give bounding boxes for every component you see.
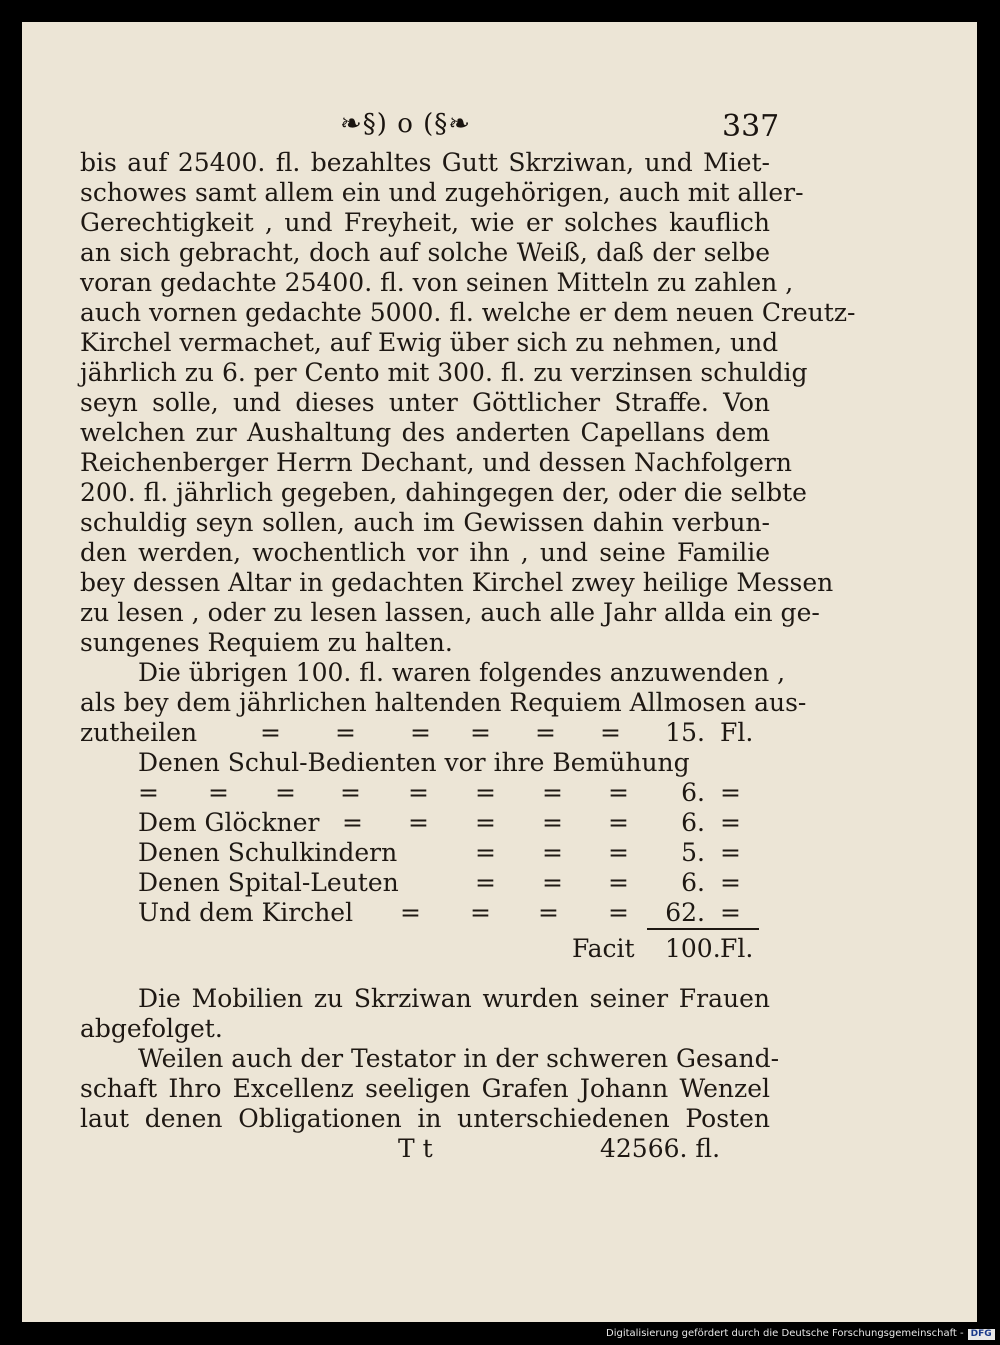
filler-mark: = [408, 778, 429, 807]
list-row-kirchel [80, 898, 770, 928]
row-amount: 6. [681, 808, 705, 837]
body-text [80, 148, 856, 1164]
text-line: Reichenberger Herrn Dechant, und dessen Nachfolgern [80, 448, 792, 477]
list-row-zutheilen [80, 718, 770, 748]
total-label: Facit [572, 934, 635, 963]
filler-mark: = [340, 778, 361, 807]
text-line: Kirchel vermachet, auf Ewig über sich zu nehmen, und [80, 328, 779, 357]
filler-mark: = [608, 838, 629, 867]
text-line: auch vornen gedachte 5000. fl. welche er dem neuen Creutz- [80, 298, 856, 327]
text-line: Gerechtigkeit , und Freyheit, wie er solches kauflich [80, 208, 770, 237]
text-line: bey dessen Altar in gedachten Kirchel zwey heilige Messen [80, 568, 834, 597]
text-line: Die Mobilien zu Skrziwan wurden seiner Frauen [138, 984, 770, 1013]
filler-mark: = [470, 898, 491, 927]
filler-mark: = [608, 808, 629, 837]
filler-mark: = [608, 898, 629, 927]
text-line: jährlich zu 6. per Cento mit 300. fl. zu verzinsen schuldig [80, 358, 808, 387]
row-unit: = [720, 898, 741, 927]
catchword: 42566. fl. [600, 1134, 721, 1163]
filler-mark: = [608, 868, 629, 897]
filler-mark: = [408, 808, 429, 837]
row-unit: = [720, 808, 741, 837]
row-unit: = [720, 778, 741, 807]
filler-mark: = [400, 898, 421, 927]
row-amount: 6. [681, 868, 705, 897]
text-line: Die übrigen 100. fl. waren folgendes anzuwenden , [138, 658, 786, 687]
list-row-schulkindern [80, 838, 770, 868]
row-amount: 15. [665, 718, 705, 747]
filler-mark: = [475, 838, 496, 867]
text-line: schowes samt allem ein und zugehörigen, auch mit aller- [80, 178, 804, 207]
list-row-schul-bedienten-label [80, 748, 770, 778]
filler-mark: = [608, 778, 629, 807]
page-number: 337 [722, 109, 780, 144]
filler-mark: = [542, 808, 563, 837]
filler-mark: = [342, 808, 363, 837]
distribution-list [80, 718, 770, 964]
text-line: an sich gebracht, doch auf solche Weiß, daß der selbe [80, 238, 770, 267]
text-line: voran gedachte 25400. fl. von seinen Mitteln zu zahlen , [80, 268, 794, 297]
list-row-gloeckner [80, 808, 770, 838]
page-footer [80, 1134, 770, 1164]
text-line: 200. fl. jährlich gegeben, dahingegen der, oder die selbte [80, 478, 807, 507]
credit-line [606, 1328, 995, 1340]
filler-mark: = [535, 718, 556, 747]
filler-mark: = [542, 778, 563, 807]
total-amount: 100. [665, 934, 721, 963]
text-line: als bey dem jährlichen haltenden Requiem Allmosen aus- [80, 688, 807, 717]
filler-mark: = [470, 718, 491, 747]
text-line: abgefolget. [80, 1014, 223, 1043]
row-amount: 62. [665, 898, 705, 927]
row-label: Denen Schulkindern [138, 838, 398, 867]
list-row-total [80, 934, 770, 964]
header-ornament: ❧§) o (§❧ [340, 109, 472, 139]
text-line: welchen zur Aushaltung des anderten Capellans dem [80, 418, 770, 447]
paragraph-4 [80, 1044, 780, 1134]
spacer [80, 974, 770, 984]
credit-text: Digitalisierung gefördert durch die Deutsche Forschungsgemeinschaft - [606, 1328, 964, 1339]
paragraph-2 [80, 658, 807, 718]
list-row-schul-bedienten [80, 778, 770, 808]
text-line: Weilen auch der Testator in der schweren Gesand- [138, 1044, 780, 1073]
row-unit: = [720, 868, 741, 897]
filler-mark: = [538, 898, 559, 927]
total-unit: Fl. [720, 934, 754, 963]
filler-mark: = [475, 868, 496, 897]
filler-mark: = [410, 718, 431, 747]
row-label: Denen Spital-Leuten [138, 868, 399, 897]
filler-mark: = [275, 778, 296, 807]
text-line: bis auf 25400. fl. bezahltes Gutt Skrziwan, und Miet- [80, 148, 770, 177]
text-line: zu lesen , oder zu lesen lassen, auch alle Jahr allda ein ge- [80, 598, 820, 627]
sum-rule [647, 928, 759, 930]
text-line: sungenes Requiem zu halten. [80, 628, 453, 657]
filler-mark: = [260, 718, 281, 747]
filler-mark: = [600, 718, 621, 747]
row-label: zutheilen [80, 718, 198, 747]
text-line: seyn solle, und dieses unter Göttlicher Straffe. Von [80, 388, 770, 417]
text-line: laut denen Obligationen in unterschiedenen Posten [80, 1104, 770, 1133]
filler-mark: = [335, 718, 356, 747]
page-header [22, 95, 977, 145]
text-line: schuldig seyn sollen, auch im Gewissen dahin verbun- [80, 508, 770, 537]
list-row-spital-leuten [80, 868, 770, 898]
row-amount: 6. [681, 778, 705, 807]
row-unit: Fl. [720, 718, 754, 747]
signature-mark: T t [398, 1134, 433, 1163]
filler-mark: = [475, 808, 496, 837]
filler-mark: = [475, 778, 496, 807]
row-label: Und dem Kirchel [138, 898, 354, 927]
filler-mark: = [208, 778, 229, 807]
text-line: den werden, wochentlich vor ihn , und seine Familie [80, 538, 770, 567]
row-label: Denen Schul-Bedienten vor ihre Bemühung [138, 748, 690, 777]
paragraph-3 [80, 984, 770, 1044]
row-label: Dem Glöckner [138, 808, 320, 837]
filler-mark: = [542, 838, 563, 867]
spacer [80, 964, 770, 974]
filler-mark: = [542, 868, 563, 897]
dfg-logo: DFG [968, 1329, 995, 1340]
paragraph-1 [80, 148, 856, 658]
row-unit: = [720, 838, 741, 867]
text-line: schaft Ihro Excellenz seeligen Grafen Johann Wenzel [80, 1074, 770, 1103]
row-amount: 5. [681, 838, 705, 867]
filler-mark: = [138, 778, 159, 807]
